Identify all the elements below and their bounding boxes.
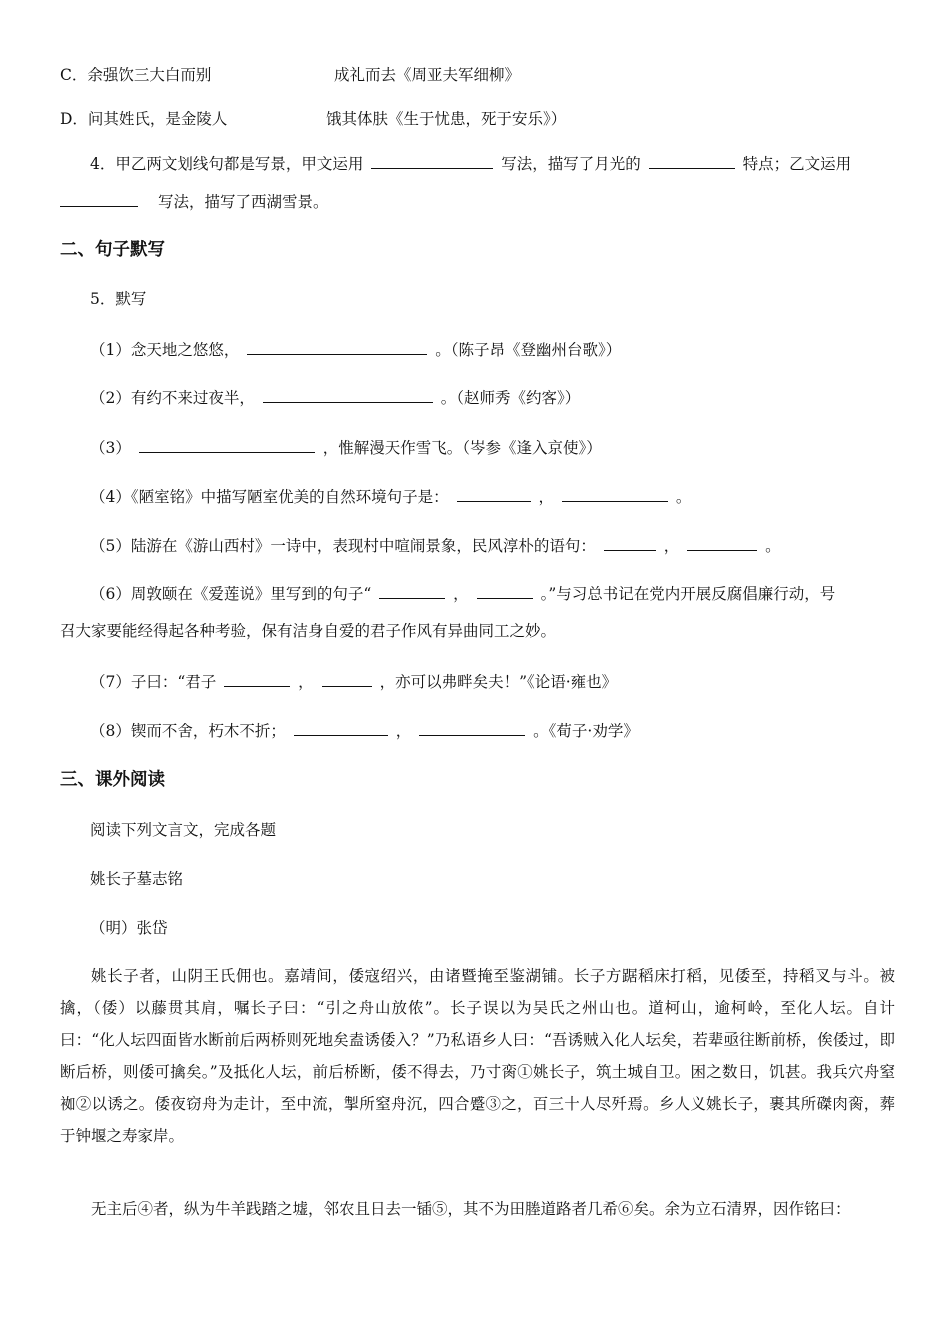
q5-item-4 — [90, 485, 691, 508]
q5-5-text-a: （5）陆游在《游山西村》一诗中，表现村中喧闹景象，民风淳朴的语句： — [90, 537, 596, 555]
section-3-title: 三、课外阅读 — [60, 770, 165, 790]
q4-text-1: 4．甲乙两文划线句都是写景，甲文运用 — [90, 155, 364, 173]
q5-item-7 — [90, 670, 617, 693]
q4-blank-1[interactable] — [371, 152, 493, 169]
option-d-right: 饿其体肤《生于忧患，死于安乐》） — [326, 110, 567, 128]
q5-2-text-b: 。（赵师秀《约客》） — [440, 389, 581, 407]
q5-7-text-a: （7）子曰：“君子 — [90, 673, 217, 691]
q5-item-2 — [90, 386, 580, 409]
q5-3-text-b: ，惟解漫天作雪飞。（岑参《逢入京使》） — [322, 439, 602, 457]
q5-item-5 — [90, 534, 781, 557]
q5-8-text-b: ， — [395, 722, 412, 740]
reading-instruction: 阅读下列文言文，完成各题 — [90, 821, 277, 839]
question-4-line1 — [90, 152, 851, 175]
q5-4-text-a: （4）《陋室铭》中描写陋室优美的自然环境句子是： — [90, 488, 449, 506]
q5-1-text-a: （1）念天地之悠悠， — [90, 341, 240, 359]
q5-2-blank[interactable] — [263, 386, 433, 403]
option-c-left: C．余强饮三大白而别 — [60, 66, 212, 84]
q5-8-text-a: （8）锲而不舍，朽木不折； — [90, 722, 286, 740]
option-d-left: D．问其姓氏，是金陵人 — [60, 110, 228, 128]
q5-5-text-c: 。 — [765, 537, 781, 555]
question-4-line2 — [60, 190, 328, 213]
q4-blank-2[interactable] — [649, 152, 735, 169]
option-c-right: 成礼而去《周亚夫军细柳》 — [334, 66, 521, 84]
q5-4-text-b: ， — [538, 488, 555, 506]
q5-7-blank-2[interactable] — [322, 670, 372, 687]
q5-7-text-b: ， — [298, 673, 314, 691]
q5-1-text-b: 。（陈子昂《登幽州台歌》） — [435, 341, 622, 359]
q4-blank-3[interactable] — [60, 190, 138, 207]
q5-item-6-line1 — [90, 582, 835, 605]
q5-1-blank[interactable] — [247, 338, 427, 355]
q5-7-blank-1[interactable] — [224, 670, 290, 687]
q5-3-blank[interactable] — [139, 436, 315, 453]
q5-item-3 — [90, 436, 602, 459]
q5-3-text-a: （3） — [90, 439, 131, 457]
reading-title: 姚长子墓志铭 — [90, 870, 184, 888]
q4-text-4: 写法，描写了西湖雪景。 — [157, 193, 329, 211]
q5-6-blank-2[interactable] — [477, 582, 533, 599]
q4-text-3: 特点；乙文运用 — [742, 155, 852, 173]
q5-4-text-c: 。 — [675, 488, 692, 506]
q5-5-blank-1[interactable] — [604, 534, 656, 551]
q5-4-blank-2[interactable] — [562, 485, 668, 502]
q5-8-blank-2[interactable] — [419, 719, 525, 736]
q5-8-blank-1[interactable] — [294, 719, 388, 736]
q5-item-6-line2: 召大家要能经得起各种考验，保有洁身自爱的君子作风有异曲同工之妙。 — [60, 622, 557, 640]
q4-text-2: 写法，描写了月光的 — [501, 155, 641, 173]
q5-5-text-b: ， — [663, 537, 680, 555]
option-d — [60, 108, 227, 130]
q5-item-8 — [90, 719, 639, 742]
q5-5-blank-2[interactable] — [687, 534, 757, 551]
q5-6-blank-1[interactable] — [379, 582, 445, 599]
section-2-title: 二、句子默写 — [60, 240, 165, 260]
reading-author: （明）张岱 — [90, 919, 168, 937]
question-5-label: 5．默写 — [90, 290, 147, 308]
q5-6-text-c: 。”与习总书记在党内开展反腐倡廉行动，号 — [540, 585, 836, 603]
q5-4-blank-1[interactable] — [457, 485, 531, 502]
q5-7-text-c: ，亦可以弗畔矣夫！”《论语·雍也》 — [379, 673, 618, 691]
q5-2-text-a: （2）有约不来过夜半， — [90, 389, 255, 407]
q5-item-1 — [90, 338, 621, 361]
q5-8-text-c: 。《荀子·劝学》 — [533, 722, 639, 740]
q5-6-text-a: （6）周敦颐在《爱莲说》里写到的句子“ — [90, 585, 372, 603]
option-c — [60, 64, 211, 86]
reading-paragraph-2: 无主后④者，纵为牛羊践踏之墟，邻农且日去一锸⑤，其不为田塍道路者几希⑥矣。余为立石清界，因作铭曰： — [91, 1200, 851, 1218]
reading-paragraph-1: 姚长子者，山阴王氏佣也。嘉靖间，倭寇绍兴，由诸暨掩至鉴湖铺。长子方踞稻床打稻，见倭至，持稻叉与斗。被擒，（倭）以藤贯其肩，嘱长子曰：“引之舟山放侬”。长子误以为吴氏之州山也。道柯山，逾柯岭，至化人坛。自计曰：“化人坛四面皆水断前后两桥则死地矣盍诱倭入？”乃私语乡人曰：“吾诱贼入化人坛矣，若辈亟往断前桥，俟倭过，即断后桥，则倭可擒矣。”及抵化人坛，前后桥断，倭不得去，乃寸脔①姚长子，筑土城自卫。困之数日，饥甚。我兵穴舟窒袽②以诱之。倭夜窃舟为走计，至中流，掣所窒舟沉，四合蹙③之，百三十人尽歼焉。乡人义姚长子，裹其所磔肉脔，葬于钟堰之寿家岸。 — [60, 967, 895, 1145]
q5-6-text-b: ， — [453, 585, 469, 603]
